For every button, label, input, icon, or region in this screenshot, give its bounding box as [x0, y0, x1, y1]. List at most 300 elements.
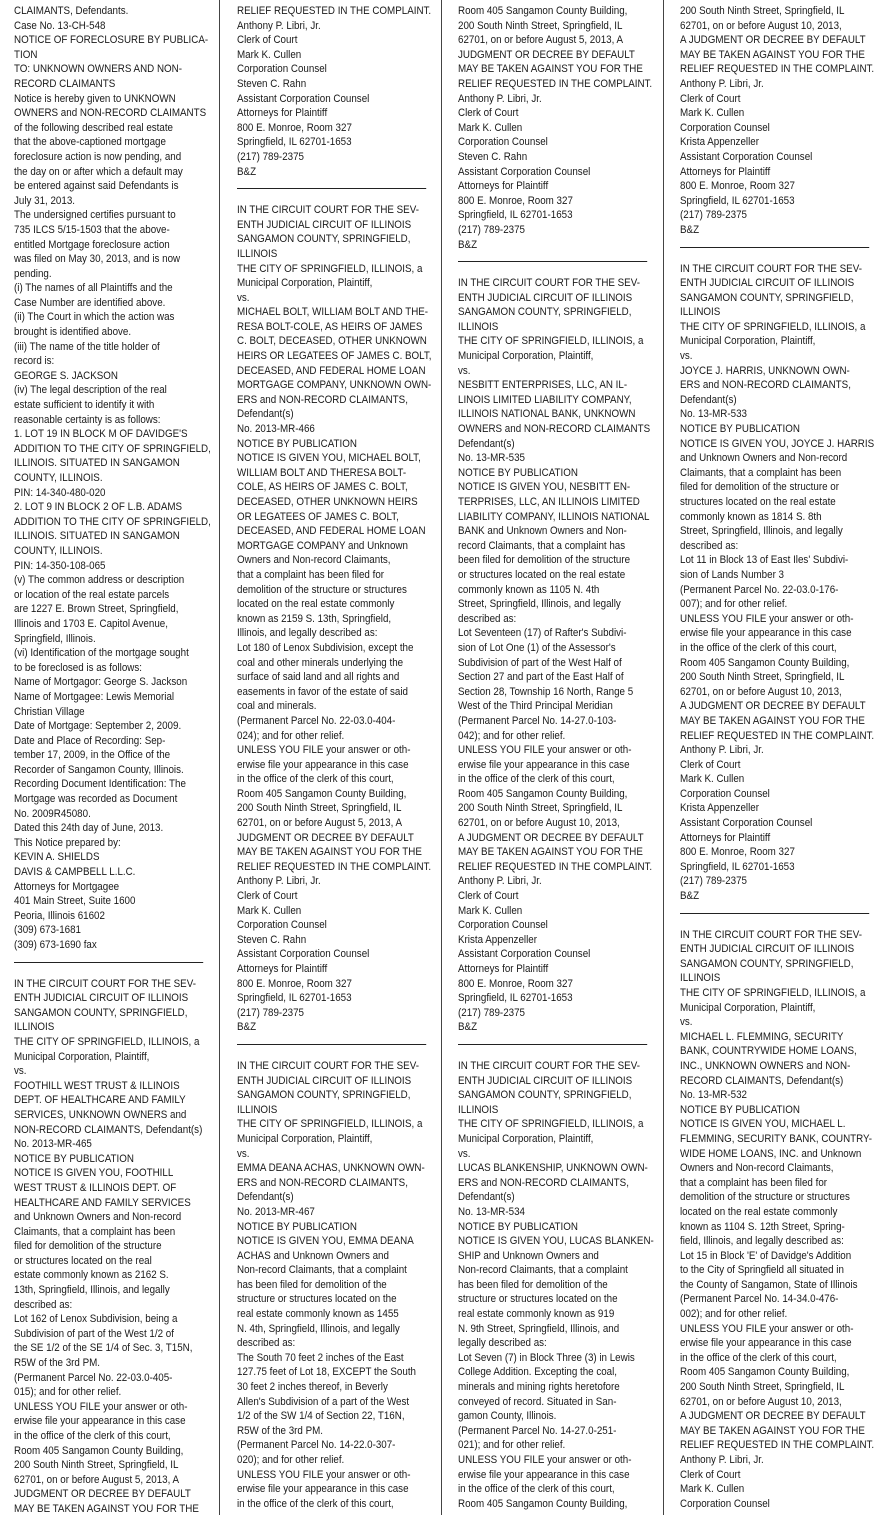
notice-line: or structures located on the real estate — [458, 568, 626, 581]
notice-line: foreclosure action is now pending, and — [14, 150, 182, 163]
notice-line: JUDGMENT OR DECREE BY DEFAULT — [237, 831, 414, 844]
notice-line: NOTICE BY PUBLICATION — [458, 1220, 578, 1233]
notice-line: has been filed for demolition of the — [237, 1278, 387, 1291]
notice-line: UNLESS YOU FILE your answer or oth- — [458, 1454, 632, 1466]
notice-line: Clerk of Court — [680, 1468, 741, 1481]
notice-line: minerals and mining rights heretofore — [458, 1381, 620, 1394]
notice-line: 200 South Ninth Street, Springfield, IL — [458, 19, 623, 32]
notice-line: HEIRS OR LEGATEES OF JAMES C. BOLT, — [237, 350, 432, 363]
notice-line: Clerk of Court — [458, 890, 519, 903]
notice-line: FOOTHILL WEST TRUST & ILLINOIS — [14, 1079, 180, 1092]
notice-line: in the office of the clerk of this court, — [14, 1430, 171, 1442]
notice-line: and Unknown Owners and Non-record — [14, 1211, 182, 1224]
notice-line: erwise file your appearance in this case — [237, 1483, 409, 1496]
column-2 — [237, 4, 431, 1511]
legal-notice — [237, 4, 431, 179]
notice-line: UNLESS YOU FILE your answer or oth- — [14, 1400, 188, 1413]
notice-line: MAY BE TAKEN AGAINST YOU FOR THE — [237, 846, 422, 859]
notice-line: ADDITION TO THE CITY OF SPRINGFIELD, — [14, 515, 211, 528]
notice-line: Municipal Corporation, Plaintiff, — [458, 1132, 594, 1145]
notice-line: 62701, on or before August 5, 2013, A — [458, 34, 624, 47]
notice-line: NESBITT ENTERPRISES, LLC, AN IL- — [458, 379, 628, 392]
notice-line: No. 2013-MR-467 — [237, 1205, 315, 1218]
notice-line: Springfield, IL 62701-1653 — [680, 860, 795, 873]
notice-line: record Claimants, that a complaint has — [458, 539, 626, 552]
notice-line: Clerk of Court — [237, 890, 298, 903]
notice-line: erwise file your appearance in this case — [237, 758, 409, 771]
notice-line: Claimants, that a complaint has been — [14, 1225, 176, 1238]
notice-line: 800 E. Monroe, Room 327 — [680, 180, 795, 193]
notice-line: Claimants, that a complaint has been — [680, 466, 842, 479]
notice-line: (iv) The legal description of the real — [14, 384, 167, 397]
notice-line: Steven C. Rahn — [237, 77, 307, 90]
notice-line: Anthony P. Libri, Jr. — [237, 875, 321, 888]
notice-line: IN THE CIRCUIT COURT FOR THE SEV- — [237, 1059, 419, 1072]
notice-line: SERVICES, UNKNOWN OWNERS and — [14, 1108, 187, 1121]
notice-line: B&Z — [680, 890, 700, 903]
notice-line: DECEASED, AND FEDERAL HOME LOAN — [237, 525, 426, 538]
notice-line: Municipal Corporation, Plaintiff, — [237, 277, 373, 290]
notice-line: KEVIN A. SHIELDS — [14, 851, 100, 864]
notice-line: This Notice prepared by: — [14, 836, 121, 849]
notice-line: RELIEF REQUESTED IN THE COMPLAINT. — [680, 729, 875, 742]
notice-line: Municipal Corporation, Plaintiff, — [237, 1132, 373, 1145]
notice-line: 62701, on or before August 10, 2013, — [680, 19, 842, 32]
legal-notice — [14, 4, 211, 953]
notice-line: record is: — [14, 355, 55, 368]
notice-line: described as: — [680, 539, 739, 552]
notice-line: Illinois, and legally described as: — [237, 627, 378, 640]
notice-line: NOTICE IS GIVEN YOU, LUCAS BLANKEN- — [458, 1235, 654, 1248]
notice-line: known as 1104 S. 12th Street, Spring- — [680, 1220, 845, 1233]
notice-line: 800 E. Monroe, Room 327 — [458, 194, 573, 207]
notice-line: MAY BE TAKEN AGAINST YOU FOR THE — [680, 48, 865, 61]
notice-line: RELIEF REQUESTED IN THE COMPLAINT. — [237, 860, 432, 873]
notice-line: Steven C. Rahn — [458, 150, 528, 163]
notice-line: Subdivision of part of the West 1/2 of — [14, 1327, 174, 1340]
notice-line: Christian Village — [14, 705, 85, 718]
notice-line: Corporation Counsel — [458, 136, 548, 149]
legal-notice — [458, 1059, 652, 1511]
notice-line: ILLINOIS — [237, 247, 278, 260]
notice-line: SANGAMON COUNTY, SPRINGFIELD, — [680, 291, 854, 304]
notice-line: 62701, on or before August 10, 2013, — [680, 1395, 842, 1408]
notice-line: WILLIAM BOLT AND THERESA BOLT- — [237, 466, 407, 479]
notice-line: filed for demolition of the structure — [14, 1240, 162, 1253]
notice-line: RELIEF REQUESTED IN THE COMPLAINT. — [237, 5, 432, 17]
notice-line: Attorneys for Plaintiff — [237, 963, 328, 975]
notice-line: 62701, on or before August 10, 2013, — [458, 817, 620, 830]
notice-line: Anthony P. Libri, Jr. — [458, 875, 542, 888]
notice-line: BANK, COUNTRYWIDE HOME LOANS, — [680, 1045, 857, 1058]
notice-line: WEST TRUST & ILLINOIS DEPT. OF — [14, 1181, 177, 1194]
notice-line: structure or structures located on the — [237, 1293, 397, 1306]
notice-line: RELIEF REQUESTED IN THE COMPLAINT. — [458, 860, 653, 873]
notice-line: vs. — [680, 1016, 693, 1029]
notice-line: NOTICE IS GIVEN YOU, NESBITT EN- — [458, 481, 631, 494]
notice-line: or structures located on the real — [14, 1254, 152, 1267]
notice-line: NOTICE IS GIVEN YOU, EMMA DEANA — [237, 1235, 414, 1248]
legal-notice — [680, 262, 874, 904]
notice-line: ACHAS and Unknown Owners and — [237, 1249, 389, 1262]
notice-line: 800 E. Monroe, Room 327 — [237, 121, 352, 134]
notice-line: THE CITY OF SPRINGFIELD, ILLINOIS, a — [458, 1118, 644, 1131]
notice-line: Case Number are identified above. — [14, 296, 166, 309]
notice-line: No. 13-MR-533 — [680, 408, 747, 421]
notice-line: SANGAMON COUNTY, SPRINGFIELD, — [680, 957, 854, 970]
notice-separator — [14, 962, 203, 963]
notice-line: Clerk of Court — [458, 107, 519, 120]
notice-line: Krista Appenzeller — [680, 136, 759, 149]
notice-line: MAY BE TAKEN AGAINST YOU FOR THE — [458, 63, 643, 76]
notice-line: COUNTY, ILLINOIS. — [14, 544, 103, 557]
notice-line: West of the Third Principal Meridian — [458, 700, 613, 713]
notice-line: DEPT. OF HEALTHCARE AND FAMILY — [14, 1094, 186, 1107]
notice-line: ERS and NON-RECORD CLAIMANTS, — [680, 379, 851, 392]
notice-line: sion of Lands Number 3 — [680, 568, 785, 581]
notice-line: Anthony P. Libri, Jr. — [680, 744, 764, 757]
notice-line: 200 South Ninth Street, Springfield, IL — [458, 802, 623, 815]
notice-line: A JUDGMENT OR DECREE BY DEFAULT — [458, 831, 644, 844]
notice-line: RELIEF REQUESTED IN THE COMPLAINT. — [458, 77, 653, 90]
notice-line: THE CITY OF SPRINGFIELD, ILLINOIS, a — [458, 335, 644, 348]
notice-line: NOTICE IS GIVEN YOU, MICHAEL BOLT, — [237, 452, 421, 465]
notice-line: No. 13-MR-532 — [680, 1089, 747, 1102]
column-3 — [458, 4, 652, 1511]
notice-line: NON-RECORD CLAIMANTS, Defendant(s) — [14, 1123, 203, 1136]
notice-line: be entered against said Defendants is — [14, 180, 179, 193]
notice-line: (Permanent Parcel No. 14-34.0-476- — [680, 1293, 839, 1306]
notice-line: IN THE CIRCUIT COURT FOR THE SEV- — [458, 277, 640, 290]
notice-line: B&Z — [237, 165, 257, 178]
notice-line: Defendant(s) — [458, 1191, 515, 1204]
notice-line: Corporation Counsel — [237, 919, 327, 932]
notice-line: (i) The names of all Plaintiffs and the — [14, 282, 173, 295]
notice-line: real estate commonly known as 1455 — [237, 1308, 399, 1321]
notice-line: OR LEGATEES OF JAMES C. BOLT, — [237, 510, 399, 523]
notice-line: vs. — [680, 350, 693, 363]
notice-line: 200 South Ninth Street, Springfield, IL — [680, 1381, 845, 1394]
notice-line: WIDE HOME LOANS, INC. and Unknown — [680, 1147, 862, 1160]
notice-line: field, Illinois, and legally described as: — [680, 1235, 844, 1248]
notice-line: 200 South Ninth Street, Springfield, IL — [237, 802, 402, 815]
notice-line: has been filed for demolition of the — [458, 1278, 608, 1291]
notice-line: Allen's Subdivision of a part of the West — [237, 1395, 410, 1408]
notice-line: A JUDGMENT OR DECREE BY DEFAULT — [680, 700, 866, 713]
notice-line: (Permanent Parcel No. 22-03.0-176- — [680, 583, 839, 596]
notice-line: THE CITY OF SPRINGFIELD, ILLINOIS, a — [14, 1035, 200, 1048]
notice-line: The undersigned certifies pursuant to — [14, 209, 176, 222]
notice-line: DECEASED, OTHER UNKNOWN HEIRS — [237, 496, 418, 508]
notice-line: in the office of the clerk of this court, — [237, 773, 394, 786]
notice-line: B&Z — [458, 1021, 478, 1034]
notice-line: Corporation Counsel — [680, 121, 770, 134]
notice-line: Anthony P. Libri, Jr. — [237, 19, 321, 32]
notice-line: Mortgage was recorded as Document — [14, 793, 178, 806]
notice-line: (217) 789-2375 — [237, 1006, 304, 1019]
column-1 — [14, 4, 211, 1517]
notice-line: DECEASED, AND FEDERAL HOME LOAN — [237, 364, 426, 377]
notice-line: Section 28, Township 16 North, Range 5 — [458, 685, 634, 698]
notice-line: SANGAMON COUNTY, SPRINGFIELD, — [458, 306, 632, 319]
notice-line: Attorneys for Plaintiff — [458, 963, 549, 975]
notice-line: Mark K. Cullen — [237, 904, 302, 917]
notice-line: 30 feet 2 inches thereof, in Beverly — [237, 1381, 388, 1394]
notice-line: and Unknown Owners and Non-record — [680, 452, 848, 465]
notice-line: 021); and for other relief. — [458, 1439, 566, 1452]
notice-line: Municipal Corporation, Plaintiff, — [680, 1001, 816, 1014]
notice-line: Section 27 and part of the East Half of — [458, 671, 624, 684]
notice-line: entitled Mortgage foreclosure action — [14, 238, 170, 251]
legal-notice — [680, 928, 874, 1512]
notice-line: Notice is hereby given to UNKNOWN — [14, 92, 176, 105]
notice-line: 735 ILCS 5/15-1503 that the above- — [14, 223, 170, 236]
notice-line: vs. — [458, 364, 471, 377]
notice-separator — [680, 913, 869, 914]
notice-line: MAY BE TAKEN AGAINST YOU FOR THE — [680, 1424, 865, 1437]
notice-line: the day on or after which a default may — [14, 165, 183, 178]
notice-line: 62701, on or before August 10, 2013, — [680, 685, 842, 698]
notice-line: Illinois and 1703 E. Capitol Avenue, — [14, 617, 168, 630]
notice-line: Corporation Counsel — [458, 919, 548, 932]
notice-line: vs. — [458, 1147, 471, 1160]
notice-line: No. 13-MR-535 — [458, 452, 525, 465]
notice-line: Room 405 Sangamon County Building, — [458, 1497, 628, 1510]
notice-line: Anthony P. Libri, Jr. — [680, 1454, 764, 1466]
notice-line: (iii) The name of the title holder of — [14, 340, 160, 353]
notice-line: Defendant(s) — [458, 437, 515, 450]
notice-line: (Permanent Parcel No. 22-03.0-404- — [237, 714, 396, 727]
notice-line: ILLINOIS — [237, 1103, 278, 1116]
notice-line: Lot Seven (7) in Block Three (3) in Lewis — [458, 1351, 635, 1364]
notice-line: B&Z — [680, 223, 700, 236]
notice-line: RELIEF REQUESTED IN THE COMPLAINT. — [680, 63, 875, 76]
notice-line: ENTH JUDICIAL CIRCUIT OF ILLINOIS — [14, 992, 189, 1005]
notice-line: (309) 673-1690 fax — [14, 939, 97, 951]
notice-line: HEALTHCARE AND FAMILY SERVICES — [14, 1196, 191, 1209]
notice-line: TION — [14, 48, 38, 61]
notice-line: Owners and Non-record Claimants, — [237, 554, 391, 567]
notice-line: NOTICE BY PUBLICATION — [237, 1220, 357, 1233]
notice-line: Subdivision of part of the West Half of — [458, 656, 622, 669]
notice-line: 1. LOT 19 IN BLOCK M OF DAVIDGE'S — [14, 428, 188, 441]
notice-line: Mark K. Cullen — [680, 773, 745, 786]
notice-line: or location of the real estate parcels — [14, 588, 170, 601]
notice-line: tember 17, 2009, in the Office of the — [14, 749, 171, 762]
legal-notice — [14, 977, 208, 1517]
notice-line: COLE, AS HEIRS OF JAMES C. BOLT, — [237, 481, 408, 494]
notice-line: Non-record Claimants, that a complaint — [237, 1264, 407, 1277]
notice-line: (217) 789-2375 — [458, 1006, 525, 1019]
notice-line: reasonable certainty is as follows: — [14, 413, 161, 426]
notice-line: A JUDGMENT OR DECREE BY DEFAULT — [680, 34, 866, 47]
notice-line: that a complaint has been filed for — [680, 1176, 828, 1189]
notice-line: ENTH JUDICIAL CIRCUIT OF ILLINOIS — [237, 1074, 412, 1087]
column-4 — [680, 4, 874, 1511]
notice-line: 401 Main Street, Suite 1600 — [14, 895, 136, 908]
notice-line: Assistant Corporation Counsel — [458, 948, 591, 961]
notice-line: Lot 162 of Lenox Subdivision, being a — [14, 1313, 178, 1326]
notice-line: located on the real estate commonly — [237, 598, 395, 611]
notice-line: RECORD CLAIMANTS — [14, 77, 116, 90]
column-divider — [441, 0, 442, 1515]
notice-line: 020); and for other relief. — [237, 1454, 345, 1466]
notice-line: PIN: 14-340-480-020 — [14, 486, 106, 499]
notice-line: 024); and for other relief. — [237, 729, 345, 742]
notice-line: IN THE CIRCUIT COURT FOR THE SEV- — [680, 262, 862, 275]
notice-line: Corporation Counsel — [237, 63, 327, 76]
notice-line: UNLESS YOU FILE your answer or oth- — [680, 1322, 854, 1335]
notice-line: Springfield, Illinois. — [14, 632, 96, 645]
notice-line: C. BOLT, DECEASED, OTHER UNKNOWN — [237, 335, 427, 348]
notice-line: described as: — [458, 612, 517, 625]
notice-line: Attorneys for Plaintiff — [458, 180, 549, 193]
notice-line: in the office of the clerk of this court, — [680, 641, 837, 654]
notice-line: (309) 673-1681 — [14, 924, 81, 937]
notice-line: 13th, Springfield, Illinois, and legally — [14, 1284, 170, 1297]
notice-line: vs. — [237, 1147, 250, 1160]
notice-line: ERS and NON-RECORD CLAIMANTS, — [237, 393, 408, 406]
notice-line: Anthony P. Libri, Jr. — [680, 77, 764, 90]
notice-line: NOTICE OF FORECLOSURE BY PUBLICA- — [14, 34, 209, 47]
notice-line: 042); and for other relief. — [458, 729, 566, 742]
notice-line: (vi) Identification of the mortgage sought — [14, 647, 189, 660]
notice-line: No. 13-MR-534 — [458, 1205, 525, 1218]
notice-line: coal and other minerals underlying the — [237, 656, 404, 669]
notice-line: UNLESS YOU FILE your answer or oth- — [458, 744, 632, 757]
notice-line: 62701, on or before August 5, 2013, A — [14, 1473, 180, 1486]
notice-line: 800 E. Monroe, Room 327 — [680, 846, 795, 859]
notice-line: THE CITY OF SPRINGFIELD, ILLINOIS, a — [237, 262, 423, 275]
notice-line: NOTICE BY PUBLICATION — [458, 466, 578, 479]
notice-line: (217) 789-2375 — [458, 223, 525, 236]
notice-line: SANGAMON COUNTY, SPRINGFIELD, — [237, 1089, 411, 1102]
notice-line: Lot Seventeen (17) of Rafter's Subdivi- — [458, 627, 627, 640]
notice-line: ERS and NON-RECORD CLAIMANTS, — [237, 1176, 408, 1189]
notice-line: MICHAEL L. FLEMMING, SECURITY — [680, 1030, 844, 1043]
notice-line: Defendant(s) — [237, 408, 294, 421]
notice-line: Assistant Corporation Counsel — [237, 92, 370, 105]
notice-line: of the following described real estate — [14, 121, 174, 134]
notice-line: that the above-captioned mortgage — [14, 136, 166, 149]
notice-line: Mark K. Cullen — [458, 904, 523, 917]
notice-separator — [237, 1044, 426, 1045]
notice-line: RELIEF REQUESTED IN THE COMPLAINT. — [680, 1439, 875, 1452]
notice-line: demolition of the structure or structures — [680, 1191, 850, 1204]
notice-line: OWNERS and NON-RECORD CLAIMANTS — [458, 423, 651, 436]
notice-line: Lot 11 in Block 13 of East Iles' Subdivi- — [680, 554, 849, 567]
notice-line: filed for demolition of the structure or — [680, 481, 839, 494]
notice-line: Owners and Non-record Claimants, — [680, 1162, 834, 1175]
notice-line: Room 405 Sangamon County Building, — [680, 656, 850, 669]
notice-line: 127.75 feet of Lot 18, EXCEPT the South — [237, 1366, 417, 1379]
notice-line: LUCAS BLANKENSHIP, UNKNOWN OWN- — [458, 1162, 648, 1175]
column-divider — [219, 0, 220, 1515]
notice-line: Room 405 Sangamon County Building, — [680, 1366, 850, 1379]
notice-line: NOTICE IS GIVEN YOU, FOOTHILL — [14, 1167, 174, 1180]
notice-line: B&Z — [237, 1021, 257, 1034]
notice-line: vs. — [237, 291, 250, 304]
notice-line: coal and minerals. — [237, 700, 317, 713]
notice-line: surface of said land and all rights and — [237, 671, 400, 684]
notice-line: Steven C. Rahn — [237, 933, 307, 946]
notice-line: MAY BE TAKEN AGAINST YOU FOR THE — [14, 1502, 199, 1515]
notice-line: UNLESS YOU FILE your answer or oth- — [237, 744, 411, 757]
notice-separator — [458, 1044, 647, 1045]
notice-line: NOTICE BY PUBLICATION — [237, 437, 357, 450]
legal-notice — [458, 4, 652, 252]
notice-line: ILLINOIS — [458, 1103, 499, 1116]
notice-line: in the office of the clerk of this court, — [680, 1351, 837, 1364]
notice-line: Clerk of Court — [680, 758, 741, 771]
notice-line: demolition of the structure or structures — [237, 583, 407, 596]
notice-line: Street, Springfield, Illinois, and legally — [458, 598, 621, 611]
notice-line: NOTICE IS GIVEN YOU, MICHAEL L. — [680, 1118, 846, 1131]
notice-line: BANK and Unknown Owners and Non- — [458, 525, 627, 538]
notice-line: R5W of the 3rd PM. — [14, 1357, 101, 1370]
notice-line: RESA BOLT-COLE, AS HEIRS OF JAMES — [237, 320, 423, 333]
notice-line: Assistant Corporation Counsel — [458, 165, 591, 178]
notice-line: A JUDGMENT OR DECREE BY DEFAULT — [680, 1410, 866, 1423]
notice-line: THE CITY OF SPRINGFIELD, ILLINOIS, a — [680, 987, 866, 999]
notice-line: IN THE CIRCUIT COURT FOR THE SEV- — [680, 928, 862, 941]
notice-line: gamon County, Illinois. — [458, 1410, 557, 1423]
notice-line: Room 405 Sangamon County Building, — [237, 787, 407, 800]
notice-line: Date and Place of Recording: Sep- — [14, 734, 166, 747]
notice-line: located on the real estate commonly — [680, 1205, 838, 1218]
notice-line: Springfield, IL 62701-1653 — [458, 209, 573, 222]
notice-line: Lot 15 in Block 'E' of Davidge's Addition — [680, 1249, 852, 1262]
notice-line: ILLINOIS. SITUATED IN SANGAMON — [14, 457, 180, 470]
notice-line: 62701, on or before August 5, 2013, A — [237, 817, 403, 830]
notice-line: (217) 789-2375 — [680, 875, 747, 888]
column-divider — [663, 0, 664, 1515]
notice-line: ILLINOIS — [680, 306, 721, 319]
notice-line: Attorneys for Plaintiff — [680, 831, 771, 844]
notice-line: 200 South Ninth Street, Springfield, IL — [14, 1459, 179, 1472]
notice-line: NOTICE IS GIVEN YOU, JOYCE J. HARRIS — [680, 437, 875, 450]
notice-line: MORTGAGE COMPANY and Unknown — [237, 539, 408, 552]
notice-line: ENTH JUDICIAL CIRCUIT OF ILLINOIS — [458, 291, 633, 304]
notice-line: (Permanent Parcel No. 14-27.0-251- — [458, 1424, 617, 1437]
notice-line: JUDGMENT OR DECREE BY DEFAULT — [14, 1488, 191, 1501]
notice-line: FLEMMING, SECURITY BANK, COUNTRY- — [680, 1132, 872, 1145]
notice-line: been filed for demolition of the structure — [458, 554, 631, 567]
notice-line: Springfield, IL 62701-1653 — [237, 136, 352, 149]
notice-line: Krista Appenzeller — [458, 933, 537, 946]
notice-line: the County of Sangamon, State of Illinois — [680, 1278, 858, 1291]
notice-line: structures located on the real estate — [680, 496, 836, 508]
notice-line: ILLINOIS — [14, 1021, 55, 1034]
notice-line: commonly known as 1105 N. 4th — [458, 583, 600, 596]
notice-line: in the office of the clerk of this court, — [237, 1497, 394, 1510]
notice-separator — [237, 188, 426, 189]
notice-line: Municipal Corporation, Plaintiff, — [14, 1050, 150, 1063]
notice-line: 002); and for other relief. — [680, 1308, 788, 1321]
notice-line: ENTH JUDICIAL CIRCUIT OF ILLINOIS — [680, 943, 855, 956]
notice-line: 1/2 of the SW 1/4 of Section 22, T16N, — [237, 1410, 405, 1423]
notice-line: Clerk of Court — [680, 92, 741, 105]
notice-line: (Permanent Parcel No. 14-22.0-307- — [237, 1439, 396, 1452]
notice-line: Room 405 Sangamon County Building, — [458, 5, 628, 17]
notice-line: Defendant(s) — [680, 393, 737, 406]
notice-line: commonly known as 1814 S. 8th — [680, 510, 822, 523]
notice-line: Recorder of Sangamon County, Illinois. — [14, 763, 184, 776]
notice-line: Attorneys for Mortgagee — [14, 880, 120, 893]
notice-line: ILLINOIS NATIONAL BANK, UNKNOWN — [458, 408, 636, 421]
notice-line: sion of Lot One (1) of the Assessor's — [458, 641, 616, 654]
notice-line: Recording Document Identification: The — [14, 778, 186, 791]
